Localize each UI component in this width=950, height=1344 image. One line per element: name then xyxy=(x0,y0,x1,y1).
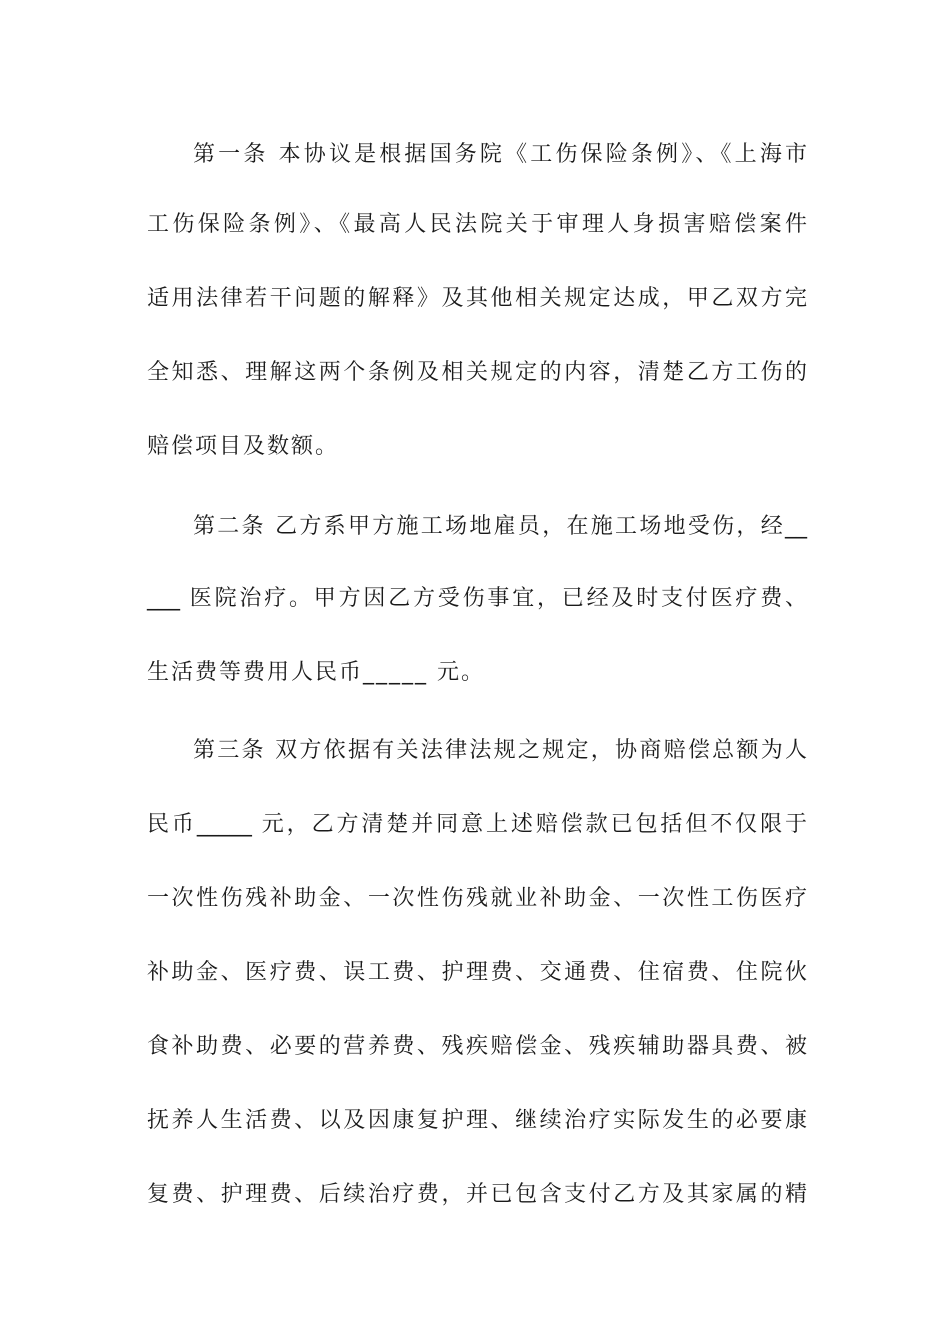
article-3-line-6: 抚养人生活费、以及因康复护理、继续治疗实际发生的必要康 xyxy=(147,1108,807,1133)
article-3-line-2: 民币_____ 元，乙方清楚并同意上述赔偿款已包括但不仅限于 xyxy=(147,812,807,837)
article-3-line-4: 补助金、医疗费、误工费、护理费、交通费、住宿费、住院伙 xyxy=(147,960,807,985)
article-1-line-3: 适用法律若干问题的解释》及其他相关规定达成，甲乙双方完 xyxy=(147,286,807,311)
article-3-line-3: 一次性伤残补助金、一次性伤残就业补助金、一次性工伤医疗 xyxy=(147,886,807,911)
article-1-line-4: 全知悉、理解这两个条例及相关规定的内容，清楚乙方工伤的 xyxy=(147,360,807,385)
article-2-line-1: 第二条 乙方系甲方施工场地雇员，在施工场地受伤，经__ xyxy=(193,514,807,539)
article-3-line-5: 食补助费、必要的营养费、残疾赔偿金、残疾辅助器具费、被 xyxy=(147,1034,807,1059)
article-1-line-5: 赔偿项目及数额。 xyxy=(147,434,340,459)
article-1-line-2: 工伤保险条例》、《最高人民法院关于审理人身损害赔偿案件 xyxy=(147,212,807,237)
article-3-line-1: 第三条 双方依据有关法律法规之规定，协商赔偿总额为人 xyxy=(193,738,807,763)
article-3-line-7: 复费、护理费、后续治疗费，并已包含支付乙方及其家属的精 xyxy=(147,1182,807,1207)
article-2-line-3: 生活费等费用人民币_____ 元。 xyxy=(147,660,485,685)
article-2-line-2: ___ 医院治疗。甲方因乙方受伤事宜，已经及时支付医疗费、 xyxy=(147,586,807,611)
article-1-line-1: 第一条 本协议是根据国务院《工伤保险条例》、《上海市 xyxy=(193,142,807,167)
